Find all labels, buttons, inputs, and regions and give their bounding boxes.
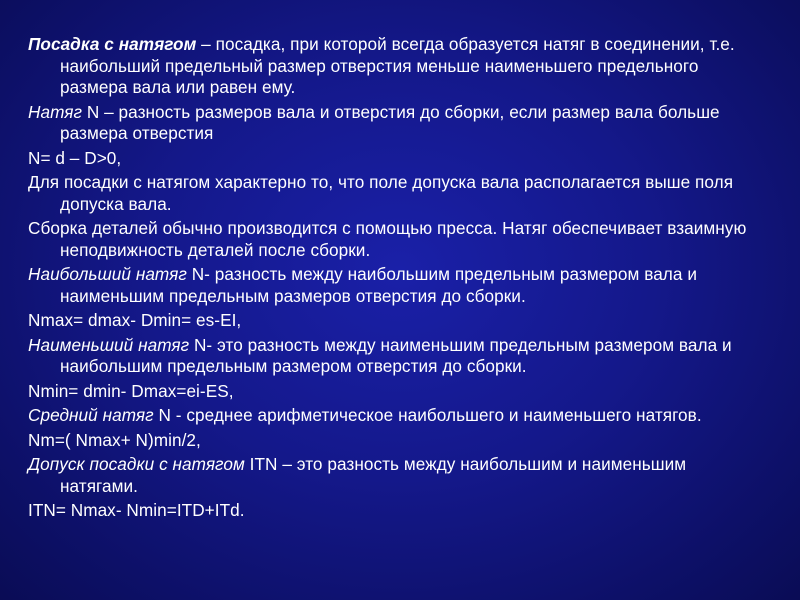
- term-min-interference: Наименьший натяг: [28, 334, 190, 355]
- paragraph-text: N- разность между наибольшим предельным размером вала и наименьшим предельным размеров отверстия до сборки.: [60, 264, 697, 306]
- paragraph-assembly: [28, 218, 758, 261]
- paragraph-mean-interference: [28, 405, 758, 427]
- formula-max-interference: [28, 310, 758, 332]
- paragraph-fit-tolerance: [28, 454, 758, 497]
- paragraph-text: Для посадки с натягом характерно то, что поле допуска вала располагается выше поля допуска вала.: [28, 172, 734, 214]
- paragraph-text: N- это разность между наименьшим предельным размером вала и наибольшим предельным размером отверстия до сборки.: [60, 334, 732, 376]
- paragraph-max-interference: [28, 264, 758, 307]
- paragraph-text: ITN – это разность между наибольшим и наименьшим натягами.: [60, 454, 687, 496]
- paragraph-text: N – разность размеров вала и отверстия до сборки, если размер вала больше размера отверстия: [60, 101, 720, 143]
- slide-body: [28, 34, 758, 525]
- paragraph-text: ITN= Nmax- Nmin=ITD+ITd.: [28, 500, 245, 520]
- paragraph-interference-fit-definition: [28, 34, 758, 99]
- term-interference: Натяг: [28, 101, 83, 122]
- formula-mean-interference: [28, 430, 758, 452]
- formula-fit-tolerance: [28, 500, 758, 522]
- paragraph-min-interference: [28, 335, 758, 378]
- paragraph-text: Nmax= dmax- Dmin= es-EI,: [28, 310, 242, 330]
- paragraph-text: Nm=( Nmax+ N)min/2,: [28, 429, 201, 450]
- term-max-interference: Наибольший натяг: [28, 264, 187, 284]
- formula-interference: [28, 148, 758, 170]
- formula-min-interference: [28, 381, 758, 403]
- paragraph-tolerance-position: [28, 172, 758, 215]
- term-fit-tolerance: Допуск посадки с натягом: [28, 454, 245, 474]
- paragraph-text: Nmin= dmin- Dmax=ei-ES,: [28, 380, 234, 401]
- paragraph-text: – посадка, при которой всегда образуется натяг в соединении, т.е. наибольший предельный размер отверстия меньше наименьшего предельного размера вала или равен ему.: [60, 34, 735, 97]
- term-mean-interference: Средний натяг: [28, 405, 154, 425]
- paragraph-text: N= d – D>0,: [28, 147, 122, 168]
- paragraph-interference-definition: [28, 102, 758, 145]
- paragraph-text: N - среднее арифметическое наибольшего и наименьшего натягов.: [153, 405, 702, 425]
- paragraph-text: Сборка деталей обычно производится с помощью пресса. Натяг обеспечивает взаимную неподвижность деталей после сборки.: [28, 218, 747, 260]
- term-interference-fit: Посадка с натягом: [28, 34, 197, 54]
